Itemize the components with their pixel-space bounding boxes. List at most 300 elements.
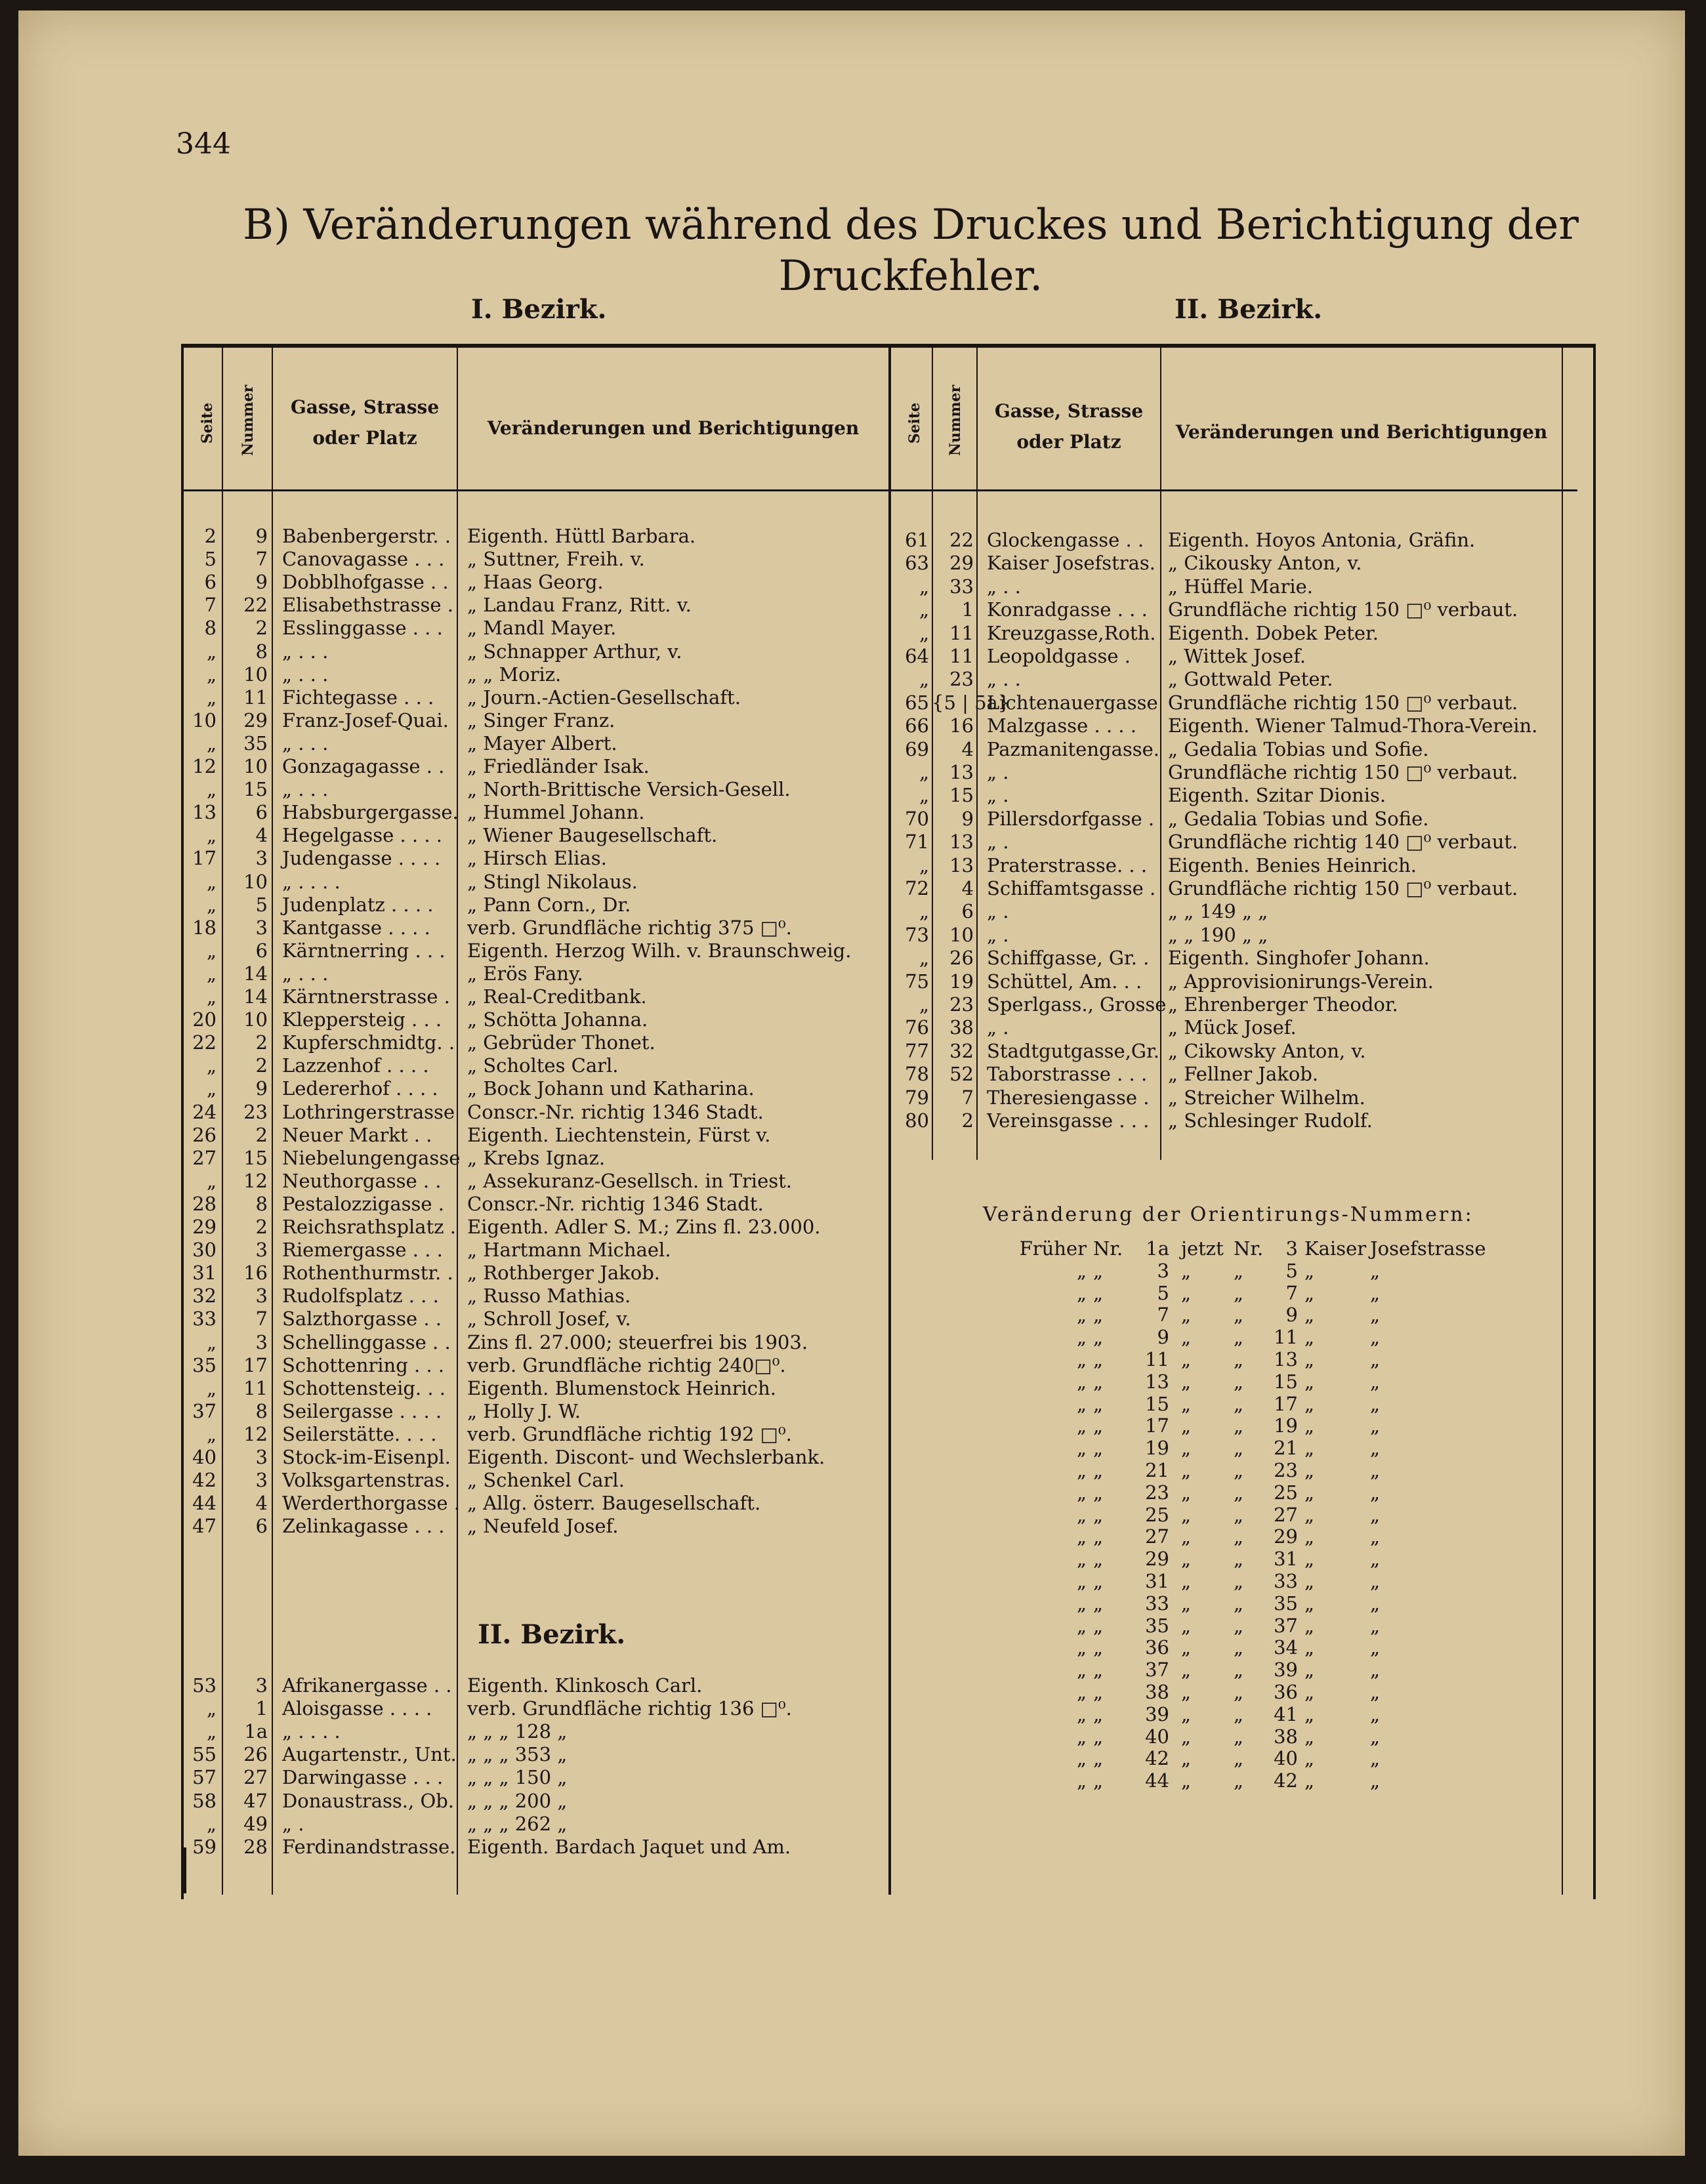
gasse-cell: Riemergasse . . . [282,1239,443,1262]
orientation-cell: jetzt [1181,1237,1224,1260]
orientation-cell: „ [1093,1304,1104,1327]
orientation-cell: „ [1234,1614,1244,1637]
change-cell: „ „ Moriz. [467,663,562,686]
seite-cell: 10 [192,709,217,731]
left-sub-bezirk-label: II. Bezirk. [478,1619,626,1650]
change-cell: „ Schötta Johanna. [467,1008,648,1031]
orientation-cell: „ [1076,1259,1087,1282]
orientation-row [18,1437,1685,1459]
nummer-cell: 10 [243,1008,268,1031]
seite-cell: „ [206,1812,217,1835]
left-row [18,1147,1685,1170]
seite-cell: 66 [905,714,929,737]
orientation-cell: 7 [1157,1304,1169,1327]
seite-cell: 77 [905,1039,929,1062]
gasse-cell: Malzgasse . . . . [987,714,1137,737]
nummer-cell: 52 [949,1063,974,1086]
orientation-cell: „ [1304,1259,1315,1282]
orientation-row [18,1481,1685,1504]
orientation-cell: „ [1181,1525,1192,1548]
gasse-cell: Volksgartenstras. [282,1469,451,1492]
header-gasse-right [978,400,1160,453]
orientation-cell: „ [1234,1304,1244,1327]
change-cell: Conscr.-Nr. richtig 1346 Stadt. [467,1100,764,1123]
gasse-cell: „ . . . [282,663,329,686]
orientation-cell: „ [1181,1503,1192,1526]
seite-cell: 5 [204,548,217,571]
gasse-cell: Darwingasse . . . [282,1766,444,1789]
orientation-cell: „ [1370,1503,1381,1526]
orientation-cell: Kaiser [1304,1237,1367,1260]
gasse-cell: Vereinsgasse . . . [987,1109,1150,1132]
orientation-cell: 37 [1145,1659,1169,1681]
change-cell: „ Mück Josef. [1168,1016,1297,1039]
nummer-cell: 6 [961,900,974,923]
orientation-cell: „ [1181,1548,1192,1571]
left2-row [18,1813,1685,1836]
nummer-cell: 3 [255,1239,268,1262]
gasse-cell: „ . . [987,668,1021,691]
change-cell: „ Ehrenberger Theodor. [1168,993,1398,1016]
seite-cell: 80 [905,1109,929,1132]
change-cell: „ Assekuranz-Gesellsch. in Triest. [467,1169,792,1192]
seite-cell: 73 [905,923,929,946]
seite-cell: 47 [192,1515,217,1538]
change-cell: „ Friedländer Isak. [467,755,650,777]
gasse-cell: Schottenring . . . [282,1353,445,1376]
orientation-cell: „ [1076,1725,1087,1748]
orientation-cell: „ [1076,1525,1087,1548]
change-cell: „ Allg. österr. Baugesellschaft. [467,1492,761,1515]
seite-cell: 61 [905,529,929,551]
gasse-cell: Seilerstätte. . . . [282,1422,437,1445]
seite-cell: „ [206,985,217,1008]
change-cell: Eigenth. Klinkosch Carl. [467,1674,703,1697]
nummer-cell: 13 [949,854,974,876]
orientation-cell: „ [1181,1636,1192,1659]
orientation-cell: 5 [1157,1281,1169,1304]
orientation-cell: 17 [1274,1392,1298,1415]
change-cell: „ Landau Franz, Ritt. v. [467,594,692,617]
orientation-cell: „ [1181,1659,1192,1681]
orientation-cell: 25 [1274,1481,1298,1504]
change-cell: „ Pann Corn., Dr. [467,893,631,916]
orientation-cell: 36 [1274,1681,1298,1703]
orientation-cell: 3 [1285,1237,1298,1260]
orientation-cell: 25 [1145,1503,1169,1526]
gasse-cell: Reichsrathsplatz . [282,1216,456,1238]
right-row [18,552,1685,575]
seite-cell: „ [206,1330,217,1353]
gasse-cell: Seilergasse . . . . [282,1399,442,1422]
orientation-cell: „ [1181,1370,1192,1393]
orientation-cell: 41 [1274,1702,1298,1725]
seite-cell: 8 [204,617,217,640]
orientation-cell: „ [1234,1459,1244,1481]
header-gasse-line1: Gasse, Strasse [994,400,1144,422]
orientation-cell: „ [1370,1392,1381,1415]
seite-cell: 18 [192,916,217,939]
right-row [18,1063,1685,1086]
orientation-row [18,1548,1685,1570]
change-cell: „ Mandl Mayer. [467,617,617,640]
orientation-cell: „ [1304,1348,1315,1370]
orientation-cell: „ [1093,1459,1104,1481]
orientation-cell: „ [1181,1481,1192,1504]
gasse-cell: Theresiengasse . [987,1086,1150,1109]
orientation-cell: „ [1093,1414,1104,1437]
gasse-cell: Judenplatz . . . . [282,893,434,916]
gasse-cell: Rudolfsplatz . . . [282,1285,439,1308]
change-cell: „ Schnapper Arthur, v. [467,640,682,663]
change-cell: Grundfläche richtig 150 □⁰ verbaut. [1168,691,1518,714]
orientation-cell: „ [1076,1281,1087,1304]
orientation-cell: „ [1234,1525,1244,1548]
orientation-cell: 5 [1285,1259,1298,1282]
orientation-cell: „ [1076,1769,1087,1792]
orientation-cell: „ [1370,1614,1381,1637]
orientation-cell: „ [1234,1681,1244,1703]
orientation-cell: „ [1181,1570,1192,1592]
right-row [18,924,1685,947]
orientation-cell: „ [1234,1503,1244,1526]
nummer-cell: 3 [255,1285,268,1308]
change-cell: „ Scholtes Carl. [467,1054,619,1077]
orientation-cell: „ [1234,1348,1244,1370]
orientation-cell: „ [1234,1370,1244,1393]
nummer-cell: {5 | 5a} [932,691,1010,714]
seite-cell: 58 [192,1789,217,1812]
orientation-cell: „ [1234,1392,1244,1415]
change-cell: „ Bock Johann und Katharina. [467,1077,755,1100]
nummer-cell: 8 [255,640,268,663]
orientation-cell: „ [1093,1570,1104,1592]
change-cell: verb. Grundfläche richtig 240□⁰. [467,1353,786,1376]
orientation-row [18,1703,1685,1725]
orientation-cell: „ [1234,1702,1244,1725]
nummer-cell: 10 [243,870,268,893]
nummer-cell: 23 [243,1100,268,1123]
change-cell: „ Schlesinger Rudolf. [1168,1109,1373,1132]
orientation-cell: „ [1370,1459,1381,1481]
change-cell: Conscr.-Nr. richtig 1346 Stadt. [467,1192,764,1215]
orientation-row [18,1592,1685,1615]
gasse-cell: „ . [987,1016,1009,1039]
change-cell: „ Krebs Ignaz. [467,1146,606,1169]
seite-cell: 79 [905,1086,929,1109]
orientation-cell: „ [1093,1548,1104,1571]
orientation-cell: 39 [1274,1659,1298,1681]
nummer-cell: 38 [949,1016,974,1039]
orientation-row [18,1348,1685,1370]
seite-cell: 65 [905,691,929,714]
orientation-cell: „ [1181,1459,1192,1481]
gasse-cell: Kärntnerstrasse . [282,985,450,1008]
nummer-cell: 2 [255,1031,268,1054]
orientation-cell: „ [1093,1437,1104,1460]
change-cell: „ Wiener Baugesellschaft. [467,824,718,847]
left-row [18,1170,1685,1193]
right-row [18,854,1685,877]
nummer-cell: 8 [255,1192,268,1215]
seite-cell: 37 [192,1399,217,1422]
orientation-cell: „ [1076,1503,1087,1526]
orientation-row [18,1636,1685,1659]
orientation-cell: „ [1093,1702,1104,1725]
orientation-cell: 31 [1274,1548,1298,1571]
gasse-cell: Judengasse . . . . [282,847,441,870]
orientation-cell: 27 [1274,1503,1298,1526]
seite-cell: „ [919,993,929,1016]
seite-cell: 44 [192,1492,217,1515]
orientation-cell: 42 [1274,1769,1298,1792]
nummer-cell: 15 [243,1146,268,1169]
seite-cell: 40 [192,1446,217,1468]
nummer-cell: 8 [255,1399,268,1422]
nummer-cell: 11 [949,621,974,644]
orientation-cell: „ [1181,1304,1192,1327]
gasse-cell: Kreuzgasse,Roth. [987,621,1156,644]
header-gasse [273,396,457,449]
orientation-cell: „ [1181,1702,1192,1725]
orientation-row [18,1370,1685,1393]
nummer-cell: 27 [243,1766,268,1789]
nummer-cell: 32 [949,1039,974,1062]
right-row [18,738,1685,761]
orientation-cell: „ [1304,1592,1315,1615]
gasse-cell: Canovagasse . . . [282,548,445,571]
orientation-cell: „ [1234,1747,1244,1770]
orientation-cell: „ [1093,1503,1104,1526]
seite-cell: „ [206,778,217,801]
seite-cell: „ [206,1169,217,1192]
header-gasse-line2: oder Platz [312,427,417,449]
seite-cell: „ [206,1720,217,1743]
seite-cell: „ [206,1054,217,1077]
gasse-cell: Werderthorgasse . [282,1492,460,1515]
orientation-cell: „ [1370,1304,1381,1327]
gasse-cell: Hegelgasse . . . . [282,824,442,847]
right-row [18,529,1685,552]
orientation-cell: „ [1304,1525,1315,1548]
right-row [18,691,1685,714]
seite-cell: „ [206,870,217,893]
gasse-cell: Ferdinandstrasse. [282,1835,456,1858]
orientation-cell: 17 [1145,1414,1169,1437]
seite-cell: „ [206,962,217,985]
orientation-cell: „ [1234,1659,1244,1681]
orientation-cell: 38 [1145,1681,1169,1703]
orientation-row [18,1769,1685,1792]
orientation-cell: „ [1304,1304,1315,1327]
right-row [18,714,1685,737]
gasse-cell: Salzthorgasse . . [282,1308,442,1330]
orientation-cell: 34 [1274,1636,1298,1659]
gasse-cell: Taborstrasse . . . [987,1063,1148,1086]
orientation-cell: „ [1093,1592,1104,1615]
orientation-cell: „ [1304,1326,1315,1349]
orientation-cell: „ [1370,1414,1381,1437]
seite-cell: 63 [905,552,929,575]
change-cell: „ Stingl Nikolaus. [467,870,638,893]
orientation-cell: „ [1181,1414,1192,1437]
orientation-cell: „ [1076,1348,1087,1370]
gasse-cell: Schellinggasse . . [282,1330,451,1353]
change-cell: Grundfläche richtig 150 □⁰ verbaut. [1168,761,1518,783]
frame-notch [181,1847,186,1893]
nummer-cell: 22 [243,594,268,617]
nummer-cell: 10 [243,755,268,777]
change-cell: „ „ „ 262 „ [467,1812,568,1835]
seite-cell: 13 [192,801,217,824]
gasse-cell: Praterstrasse. . . [987,854,1148,876]
right-row [18,808,1685,831]
orientation-cell: 19 [1274,1414,1298,1437]
nummer-cell: 2 [255,1123,268,1146]
gasse-cell: Pestalozzigasse . [282,1192,444,1215]
nummer-cell: 5 [255,893,268,916]
orientation-row [18,1260,1685,1282]
orientation-cell: 13 [1145,1370,1169,1393]
nummer-cell: 19 [949,970,974,993]
nummer-cell: 14 [243,985,268,1008]
orientation-cell: „ [1370,1370,1381,1393]
gasse-cell: Kaiser Josefstras. [987,552,1156,575]
change-cell: „ „ „ 128 „ [467,1720,568,1743]
seite-cell: 57 [192,1766,217,1789]
orientation-cell: Nr. [1234,1237,1264,1260]
orientation-cell: „ [1093,1725,1104,1748]
orientation-cell: „ [1370,1281,1381,1304]
orientation-row [18,1747,1685,1769]
orientation-row [18,1681,1685,1703]
gasse-cell: Niebelungengasse [282,1146,461,1169]
orientation-cell: „ [1304,1392,1315,1415]
orientation-row [18,1304,1685,1326]
nummer-cell: 2 [961,1109,974,1132]
gasse-cell: „ . [987,784,1009,807]
seite-cell: 42 [192,1469,217,1492]
orientation-cell: „ [1234,1769,1244,1792]
gasse-cell: „ . . . [282,731,329,754]
nummer-cell: 23 [949,668,974,691]
orientation-cell: 39 [1145,1702,1169,1725]
change-cell: „ Russo Mathias. [467,1285,631,1308]
orientation-cell: 19 [1145,1437,1169,1460]
gasse-cell: Franz-Josef-Quai. [282,709,449,731]
seite-cell: 17 [192,847,217,870]
orientation-cell: 44 [1145,1769,1169,1792]
orientation-cell: „ [1304,1614,1315,1637]
gasse-cell: Schottensteig. . . [282,1376,446,1399]
change-cell: „ Singer Franz. [467,709,615,731]
orientation-cell: „ [1234,1414,1244,1437]
orientation-cell: „ [1304,1725,1315,1748]
orientation-cell: „ [1181,1348,1192,1370]
orientation-cell: „ [1093,1370,1104,1393]
orientation-cell: „ [1181,1326,1192,1349]
change-cell: „ Hüffel Marie. [1168,575,1313,598]
orientation-cell: 23 [1145,1481,1169,1504]
nummer-cell: 9 [255,571,268,594]
nummer-cell: 1 [255,1697,268,1720]
nummer-cell: 26 [243,1743,268,1766]
orientation-cell: 7 [1285,1281,1298,1304]
orientation-cell: Nr. [1093,1237,1123,1260]
change-cell: Eigenth. Adler S. M.; Zins fl. 23.000. [467,1216,821,1238]
gasse-cell: Schiffgasse, Gr. . [987,947,1150,970]
gasse-cell: Kantgasse . . . . [282,916,430,939]
change-cell: „ Erös Fany. [467,962,583,985]
seite-cell: „ [919,598,929,621]
seite-cell: „ [206,663,217,686]
seite-cell: 75 [905,970,929,993]
nummer-cell: 11 [243,686,268,709]
gasse-cell: „ . . . . [282,1720,341,1743]
seite-cell: „ [206,1077,217,1100]
change-cell: Eigenth. Hoyos Antonia, Gräfin. [1168,529,1476,551]
nummer-cell: 7 [961,1086,974,1109]
seite-cell: 2 [204,525,217,547]
orientation-cell: „ [1181,1592,1192,1615]
nummer-cell: 11 [949,645,974,667]
nummer-cell: 9 [255,525,268,547]
orientation-cell: „ [1181,1769,1192,1792]
nummer-cell: 1a [244,1720,268,1743]
orientation-cell: „ [1304,1503,1315,1526]
orientation-cell: „ [1093,1614,1104,1637]
seite-cell: „ [206,686,217,709]
nummer-cell: 7 [255,1308,268,1330]
right-row [18,784,1685,807]
seite-cell: 33 [192,1308,217,1330]
gasse-cell: Stock-im-Eisenpl. [282,1446,451,1468]
seite-cell: „ [206,824,217,847]
orientation-cell: 27 [1145,1525,1169,1548]
orientation-cell: „ [1093,1525,1104,1548]
seite-cell: „ [919,784,929,807]
orientation-row [18,1615,1685,1637]
change-cell: „ „ „ 353 „ [467,1743,568,1766]
change-cell: Grundfläche richtig 150 □⁰ verbaut. [1168,877,1518,899]
seite-cell: „ [206,1697,217,1720]
change-cell: „ Cikousky Anton, v. [1168,552,1362,575]
orientation-cell: „ [1370,1592,1381,1615]
orientation-cell: „ [1304,1414,1315,1437]
change-cell: „ Approvisionirungs-Verein. [1168,970,1434,993]
orientation-cell: „ [1093,1769,1104,1792]
change-cell: „ „ „ 200 „ [467,1789,568,1812]
orientation-cell: „ [1181,1725,1192,1748]
orientation-cell: „ [1304,1747,1315,1770]
nummer-cell: 16 [949,714,974,737]
nummer-cell: 1 [961,598,974,621]
right-row [18,761,1685,784]
change-cell: „ Suttner, Freih. v. [467,548,645,571]
seite-cell: „ [919,900,929,923]
gasse-cell: Kärntnerring . . . [282,939,446,962]
change-cell: „ Gedalia Tobias und Sofie. [1168,737,1429,760]
orientation-cell: „ [1304,1659,1315,1681]
orientation-cell: „ [1076,1702,1087,1725]
nummer-cell: 6 [255,801,268,824]
orientation-cell: „ [1093,1747,1104,1770]
gasse-cell: Rothenthurmstr. . [282,1262,453,1285]
nummer-cell: 4 [255,824,268,847]
orientation-cell: „ [1234,1636,1244,1659]
nummer-cell: 13 [949,831,974,854]
orientation-cell: „ [1370,1681,1381,1703]
